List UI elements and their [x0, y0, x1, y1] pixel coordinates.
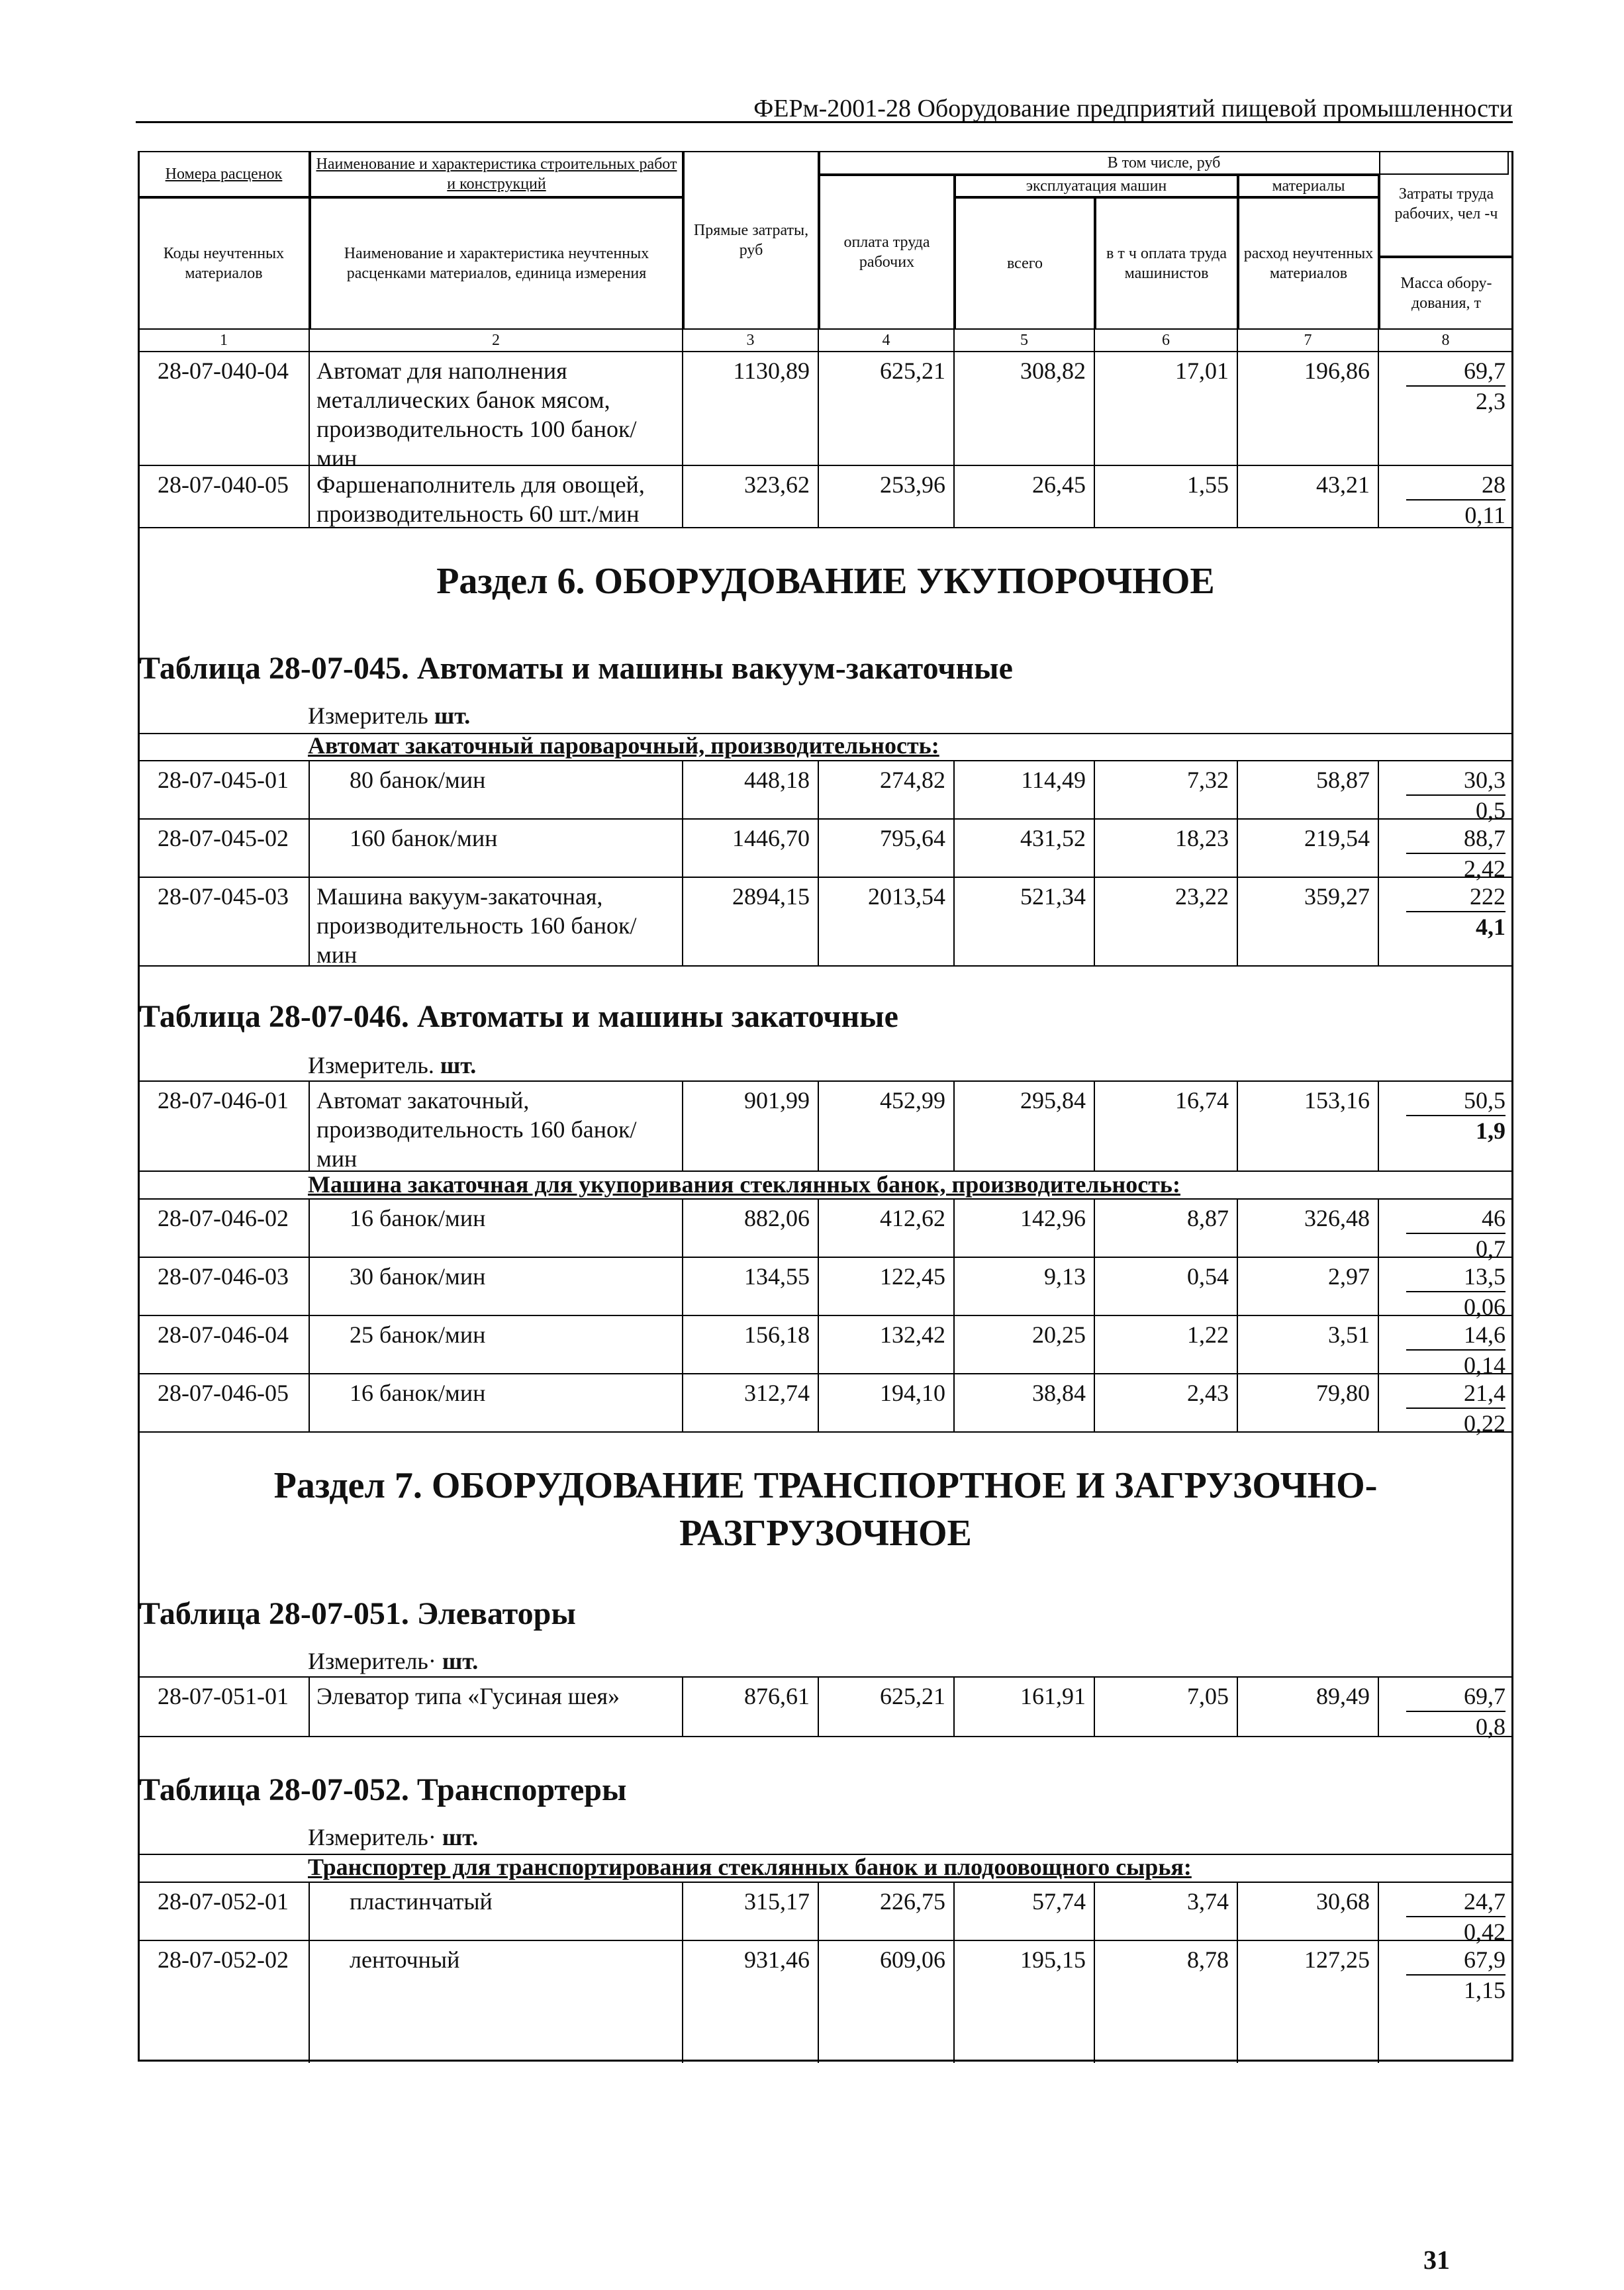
row-materials: 153,16	[1238, 1082, 1379, 1172]
row-mass: 0,5	[1476, 797, 1505, 824]
row-materials: 326,48	[1238, 1200, 1379, 1258]
table-046-title: Таблица 28-07-046. Автоматы и машины закаточные	[139, 999, 898, 1034]
row-labor-mass	[1379, 1316, 1513, 1378]
row-labor-pay: 194,10	[819, 1374, 955, 1433]
row-mass: 1,15	[1464, 1977, 1505, 2003]
meter-label: Измеритель	[308, 702, 428, 729]
row-direct-cost: 882,06	[683, 1200, 819, 1258]
row-labor-mass	[1379, 1200, 1513, 1262]
header-massa: Масса обору-дования, т	[1379, 257, 1513, 330]
row-mass: 0,42	[1464, 1919, 1505, 1945]
header-naim2: Наименование и характеристика неучтенных расценками материалов, единица измерения	[310, 197, 683, 330]
table-052-group: Транспортер для транспортирования стеклянных банок и плодоовощного сырья:	[308, 1854, 1192, 1880]
row-code: 28-07-040-05	[138, 466, 310, 528]
row-mass: 0,14	[1464, 1352, 1505, 1378]
row-materials: 30,68	[1238, 1883, 1379, 1941]
row-labor-mass	[1379, 466, 1513, 528]
header-naim1: Наименование и характеристика строительных работ и конструкций	[310, 151, 683, 197]
section-7-title-line1: Раздел 7. ОБОРУДОВАНИЕ ТРАНСПОРТНОЕ И ЗАГРУЗОЧНО-	[273, 1465, 1378, 1506]
row-code: 28-07-045-03	[138, 878, 310, 967]
meter-label: Измеритель·	[308, 1824, 436, 1850]
row-mass: 2,42	[1464, 855, 1505, 882]
row-labor-hours: 67,9	[1406, 1945, 1505, 1976]
row-machinist-pay: 0,54	[1095, 1258, 1238, 1316]
header-nomera: Номера расценок	[138, 151, 310, 197]
row-code: 28-07-046-03	[138, 1258, 310, 1316]
header-pryamye: Прямые затраты, руб	[683, 151, 819, 330]
row-machines-total: 295,84	[955, 1082, 1095, 1172]
table-046-meter	[308, 1051, 476, 1079]
row-code: 28-07-046-01	[138, 1082, 310, 1172]
row-materials: 127,25	[1238, 1941, 1379, 2063]
row-machinist-pay: 2,43	[1095, 1374, 1238, 1433]
row-machinist-pay: 3,74	[1095, 1883, 1238, 1941]
table-row	[138, 818, 1513, 882]
row-machinist-pay: 1,22	[1095, 1316, 1238, 1374]
row-code: 28-07-052-02	[138, 1941, 310, 2063]
colnum-2: 2	[310, 330, 683, 352]
row-materials: 43,21	[1238, 466, 1379, 528]
table-row	[138, 1940, 1513, 2063]
row-direct-cost: 323,62	[683, 466, 819, 528]
row-labor-mass	[1379, 1883, 1513, 1945]
row-labor-hours: 24,7	[1406, 1887, 1505, 1917]
table-051-title: Таблица 28-07-051. Элеваторы	[139, 1596, 576, 1631]
row-name: 30 банок/мин	[310, 1258, 683, 1316]
row-name: Автомат закаточный, производительность 160 банок/мин	[310, 1082, 683, 1172]
header-kody: Коды неучтенных материалов	[138, 197, 310, 330]
meter-label: Измеритель·	[308, 1648, 436, 1674]
row-labor-pay: 609,06	[819, 1941, 955, 2063]
row-machinist-pay: 18,23	[1095, 820, 1238, 878]
header-rashod: расход неучтенных материалов	[1238, 197, 1379, 330]
row-machines-total: 9,13	[955, 1258, 1095, 1316]
row-name: 25 банок/мин	[310, 1316, 683, 1374]
divider	[138, 1431, 1513, 1433]
row-labor-hours: 88,7	[1406, 824, 1505, 854]
row-code: 28-07-040-04	[138, 352, 310, 465]
row-direct-cost: 901,99	[683, 1082, 819, 1172]
row-labor-hours: 28	[1406, 470, 1505, 501]
colnum-8: 8	[1379, 330, 1513, 352]
row-name: 16 банок/мин	[310, 1200, 683, 1258]
header-vsego: всего	[955, 197, 1095, 330]
row-direct-cost: 1130,89	[683, 352, 819, 465]
row-machines-total: 114,49	[955, 761, 1095, 820]
row-materials: 2,97	[1238, 1258, 1379, 1316]
row-labor-pay: 226,75	[819, 1883, 955, 1941]
row-labor-hours: 46	[1406, 1204, 1505, 1234]
divider	[138, 527, 1513, 528]
table-row	[138, 352, 1513, 471]
row-code: 28-07-046-04	[138, 1316, 310, 1374]
row-name: 160 банок/мин	[310, 820, 683, 878]
row-labor-mass	[1379, 1258, 1513, 1320]
row-direct-cost: 448,18	[683, 761, 819, 820]
row-labor-pay: 452,99	[819, 1082, 955, 1172]
row-labor-pay: 625,21	[819, 352, 955, 465]
row-direct-cost: 134,55	[683, 1258, 819, 1316]
row-machines-total: 161,91	[955, 1678, 1095, 1737]
row-name: Машина вакуум-закаточная, производительность 160 банок/мин	[310, 878, 683, 967]
row-labor-mass	[1379, 352, 1513, 465]
row-machinist-pay: 8,87	[1095, 1200, 1238, 1258]
row-labor-hours: 69,7	[1406, 1682, 1505, 1712]
header-ekspl: эксплуатация машин	[955, 175, 1238, 197]
row-mass: 0,22	[1464, 1410, 1505, 1437]
table-052-title: Таблица 28-07-052. Транспортеры	[139, 1772, 627, 1807]
row-labor-hours: 50,5	[1406, 1086, 1505, 1116]
row-name: Фаршенаполнитель для овощей, производительность 60 шт./мин	[310, 466, 683, 528]
row-machinist-pay: 17,01	[1095, 352, 1238, 465]
table-045-title: Таблица 28-07-045. Автоматы и машины вакуум-закаточные	[139, 651, 1013, 686]
table-045-meter	[308, 702, 470, 730]
section-7-title-line2: РАЗГРУЗОЧНОЕ	[679, 1513, 972, 1554]
row-materials: 79,80	[1238, 1374, 1379, 1433]
meter-unit: шт.	[442, 1648, 479, 1674]
meter-unit: шт.	[442, 1824, 479, 1850]
colnum-6: 6	[1095, 330, 1238, 352]
table-row	[138, 465, 1513, 528]
row-mass: 4,1	[1476, 914, 1505, 940]
colnum-7: 7	[1238, 330, 1379, 352]
row-labor-pay: 274,82	[819, 761, 955, 820]
row-mass: 0,06	[1464, 1294, 1505, 1320]
table-row	[138, 1257, 1513, 1320]
row-labor-pay: 625,21	[819, 1678, 955, 1737]
row-name: Автомат для наполнения металлических банок мясом, производительность 100 банок/мин	[310, 352, 683, 465]
row-machines-total: 142,96	[955, 1200, 1095, 1258]
table-row	[138, 1676, 1513, 1740]
row-labor-mass	[1379, 761, 1513, 824]
row-mass: 0,11	[1464, 502, 1505, 528]
divider	[138, 965, 1513, 967]
row-machines-total: 195,15	[955, 1941, 1095, 2063]
row-code: 28-07-045-01	[138, 761, 310, 820]
row-machines-total: 308,82	[955, 352, 1095, 465]
row-name: пластинчатый	[310, 1883, 683, 1941]
row-direct-cost: 876,61	[683, 1678, 819, 1737]
row-labor-mass	[1379, 1678, 1513, 1740]
row-code: 28-07-046-05	[138, 1374, 310, 1433]
row-labor-hours: 222	[1406, 882, 1505, 912]
row-machines-total: 431,52	[955, 820, 1095, 878]
row-direct-cost: 931,46	[683, 1941, 819, 2063]
row-name: 16 банок/мин	[310, 1374, 683, 1433]
meter-unit: шт.	[440, 1052, 477, 1078]
row-code: 28-07-046-02	[138, 1200, 310, 1258]
row-labor-hours: 21,4	[1406, 1378, 1505, 1409]
row-machinist-pay: 8,78	[1095, 1941, 1238, 2063]
row-mass: 0,8	[1476, 1713, 1505, 1740]
section-6-title: Раздел 6. ОБОРУДОВАНИЕ УКУПОРОЧНОЕ	[436, 561, 1215, 602]
table-row	[138, 1198, 1513, 1262]
row-machines-total: 38,84	[955, 1374, 1095, 1433]
table-row	[138, 1882, 1513, 1945]
row-mass: 2,3	[1476, 388, 1505, 414]
row-labor-pay: 132,42	[819, 1316, 955, 1374]
row-materials: 196,86	[1238, 352, 1379, 465]
divider	[138, 1736, 1513, 1737]
header-vtch: в т ч оплата труда машинистов	[1095, 197, 1238, 330]
colnum-3: 3	[683, 330, 819, 352]
running-head: ФЕРм-2001-28 Оборудование предприятий пищевой промышленности	[753, 95, 1513, 122]
row-labor-hours: 30,3	[1406, 765, 1505, 796]
row-labor-pay: 253,96	[819, 466, 955, 528]
running-head-rule	[136, 121, 1513, 123]
table-046-group: Машина закаточная для укупоривания стеклянных банок, производительность:	[308, 1171, 1180, 1198]
row-labor-mass	[1379, 1082, 1513, 1172]
row-name: 80 банок/мин	[310, 761, 683, 820]
row-mass: 0,7	[1476, 1235, 1505, 1262]
row-machinist-pay: 23,22	[1095, 878, 1238, 967]
row-materials: 58,87	[1238, 761, 1379, 820]
row-labor-mass	[1379, 878, 1513, 967]
header-materialy: материалы	[1238, 175, 1379, 197]
row-machinist-pay: 16,74	[1095, 1082, 1238, 1172]
row-mass: 1,9	[1476, 1118, 1505, 1144]
row-direct-cost: 312,74	[683, 1374, 819, 1433]
row-materials: 219,54	[1238, 820, 1379, 878]
meter-unit: шт.	[434, 702, 471, 729]
row-code: 28-07-051-01	[138, 1678, 310, 1737]
row-materials: 359,27	[1238, 878, 1379, 967]
table-row	[138, 1315, 1513, 1378]
colnum-4: 4	[819, 330, 955, 352]
row-machines-total: 521,34	[955, 878, 1095, 967]
row-machines-total: 57,74	[955, 1883, 1095, 1941]
header-zatraty: Затраты труда рабочих, чел -ч	[1379, 151, 1513, 257]
table-row	[138, 1373, 1513, 1437]
table-052-meter	[308, 1823, 478, 1851]
row-code: 28-07-052-01	[138, 1883, 310, 1941]
row-materials: 3,51	[1238, 1316, 1379, 1374]
row-labor-hours: 13,5	[1406, 1262, 1505, 1292]
table-row	[138, 1080, 1513, 1172]
row-direct-cost: 156,18	[683, 1316, 819, 1374]
row-name: ленточный	[310, 1941, 683, 2063]
row-labor-pay: 412,62	[819, 1200, 955, 1258]
colnum-1: 1	[138, 330, 310, 352]
header-oplata: оплата труда рабочих	[819, 175, 955, 330]
colnum-5: 5	[955, 330, 1095, 352]
row-labor-mass	[1379, 820, 1513, 882]
row-machinist-pay: 1,55	[1095, 466, 1238, 528]
table-row	[138, 760, 1513, 824]
row-machines-total: 26,45	[955, 466, 1095, 528]
row-code: 28-07-045-02	[138, 820, 310, 878]
column-numbers	[138, 330, 1513, 352]
row-labor-pay: 2013,54	[819, 878, 955, 967]
header-vtom: В том числе, руб	[819, 151, 1509, 175]
row-labor-mass	[1379, 1941, 1513, 2063]
meter-label: Измеритель.	[308, 1052, 434, 1078]
row-labor-mass	[1379, 1374, 1513, 1437]
page-number: 31	[1423, 2245, 1450, 2275]
table-051-meter	[308, 1647, 478, 1675]
row-labor-hours: 14,6	[1406, 1320, 1505, 1351]
row-direct-cost: 315,17	[683, 1883, 819, 1941]
row-labor-pay: 122,45	[819, 1258, 955, 1316]
row-machines-total: 20,25	[955, 1316, 1095, 1374]
row-direct-cost: 1446,70	[683, 820, 819, 878]
table-row	[138, 877, 1513, 967]
table-045-group: Автомат закаточный пароварочный, производительность:	[308, 732, 939, 759]
row-machinist-pay: 7,05	[1095, 1678, 1238, 1737]
row-direct-cost: 2894,15	[683, 878, 819, 967]
row-materials: 89,49	[1238, 1678, 1379, 1737]
row-labor-hours: 69,7	[1406, 356, 1505, 387]
table-header	[138, 151, 1513, 330]
row-machinist-pay: 7,32	[1095, 761, 1238, 820]
row-labor-pay: 795,64	[819, 820, 955, 878]
row-name: Элеватор типа «Гусиная шея»	[310, 1678, 683, 1737]
